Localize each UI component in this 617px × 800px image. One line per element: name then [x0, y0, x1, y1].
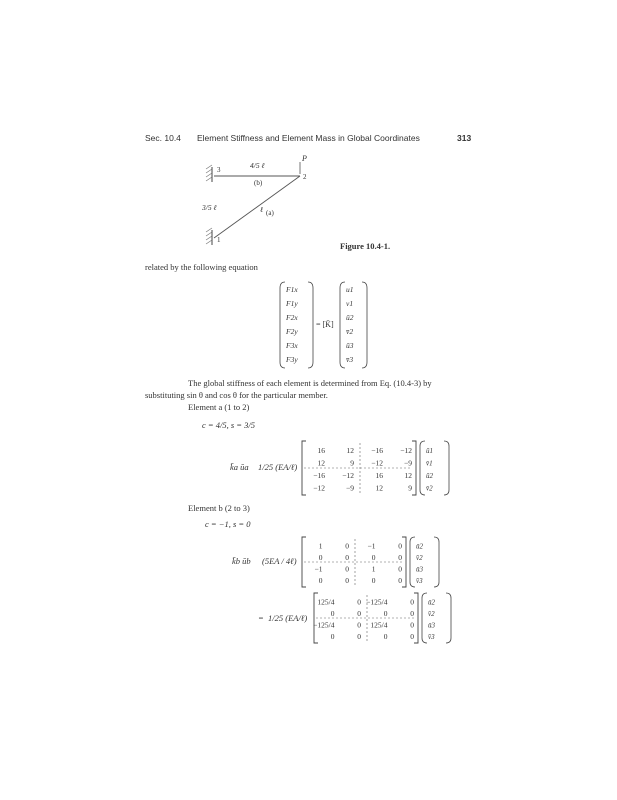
- element-b-label: (b): [254, 179, 263, 187]
- matrix-cell: −12: [342, 471, 354, 480]
- global-operator: = [K̄]: [316, 320, 334, 329]
- paragraph-line-2: substituting sin θ and cos θ for the particular member.: [145, 390, 328, 400]
- matrix-cell: −9: [346, 483, 354, 493]
- matrix-cell: 12: [346, 446, 354, 455]
- matrix-cell: 0: [371, 552, 376, 562]
- matrix-cell: 0: [357, 608, 361, 618]
- matrix-b2: [312, 592, 452, 644]
- matrix-cell: 0: [345, 552, 349, 562]
- running-title: Element Stiffness and Element Mass in Global Coordinates: [197, 133, 420, 143]
- matrix-cell: −12: [371, 458, 383, 468]
- matrix-cell: 125/4: [370, 620, 388, 630]
- diag-length-label: ℓ: [260, 205, 264, 214]
- support-hatch-top: [206, 165, 212, 182]
- matrix-cell: 0: [345, 564, 349, 574]
- force-component: F3y: [286, 355, 298, 364]
- matrix-cell: 0: [330, 631, 335, 641]
- displacement-component: v̄2: [346, 327, 354, 336]
- displacement-component: v1: [346, 299, 354, 308]
- matrix-cell: 16: [375, 471, 383, 480]
- matrix-cell: −125/4: [366, 597, 388, 607]
- matrix-cell: 0: [383, 608, 388, 618]
- matrix-cell: −1: [314, 564, 323, 574]
- matrix-b1-factor: (5EA / 4ℓ): [262, 556, 297, 566]
- matrix-cell: −16: [371, 446, 383, 455]
- matrix-cell: −1: [367, 541, 376, 551]
- vector-entry: v̄1: [426, 459, 433, 468]
- vector-entry: ū2: [416, 542, 423, 551]
- vector-entry: v̄3: [428, 632, 435, 641]
- node-2-label: 2: [303, 173, 307, 181]
- paragraph-line-1: The global stiffness of each element is determined from Eq. (10.4-3) by: [188, 378, 432, 388]
- vector-entry: v̄2: [426, 484, 433, 493]
- load-label: P: [302, 154, 307, 163]
- matrix-cell: 125/4: [317, 597, 335, 607]
- length-top-label: 4/5 ℓ: [250, 161, 265, 170]
- page-number: 313: [457, 133, 472, 143]
- matrix-cell: 0: [330, 608, 335, 618]
- matrix-cell: 0: [383, 631, 388, 641]
- element-b-angles: c = −1, s = 0: [205, 519, 251, 529]
- vector-entry: ū2: [426, 472, 433, 480]
- support-hatch-bottom: [206, 228, 212, 245]
- matrix-cell: 16: [317, 446, 325, 455]
- matrix-b1-lhs: k̄b ūb: [232, 556, 251, 566]
- matrix-cell: 0: [357, 631, 361, 641]
- vector-entry: ū3: [416, 565, 423, 574]
- matrix-cell: 0: [357, 620, 361, 630]
- matrix-cell: 0: [398, 564, 402, 574]
- matrix-cell: 0: [357, 597, 361, 607]
- force-component: F2y: [286, 327, 298, 336]
- node-3-label: 3: [217, 166, 221, 174]
- section-label: Sec. 10.4: [145, 133, 181, 143]
- element-a-angles: c = 4/5, s = 3/5: [202, 420, 256, 430]
- matrix-cell: −16: [313, 471, 325, 480]
- matrix-cell: 0: [318, 575, 323, 585]
- matrix-b2-lhs: =: [258, 613, 264, 623]
- vector-entry: v̄3: [416, 576, 423, 585]
- matrix-cell: 9: [408, 483, 412, 493]
- force-component: F2x: [286, 313, 298, 322]
- vertical-dim-label: 3/5 ℓ: [202, 203, 217, 212]
- displacement-component: v̄3: [346, 355, 354, 364]
- displacement-component: ū2: [346, 313, 354, 322]
- displacement-component: u1: [346, 285, 354, 294]
- force-component: F1y: [286, 299, 298, 308]
- element-a-heading: Element a (1 to 2): [188, 402, 250, 412]
- matrix-cell: 1: [318, 541, 323, 551]
- matrix-a-factor: 1/25 (EA/ℓ): [258, 462, 298, 472]
- matrix-b1: [300, 536, 440, 588]
- intro-text: related by the following equation: [145, 262, 258, 272]
- matrix-cell: 1: [371, 564, 376, 574]
- vector-entry: ū3: [428, 621, 435, 630]
- matrix-cell: 12: [317, 458, 325, 468]
- node-1-label: 1: [217, 236, 221, 244]
- matrix-cell: 0: [410, 608, 414, 618]
- displacement-component: ū3: [346, 341, 354, 350]
- matrix-cell: 0: [410, 597, 414, 607]
- matrix-cell: 0: [345, 541, 349, 551]
- truss-figure: [200, 152, 360, 252]
- figure-caption: Figure 10.4-1.: [340, 241, 391, 251]
- matrix-cell: 0: [398, 575, 402, 585]
- matrix-cell: −12: [400, 446, 412, 455]
- matrix-cell: −12: [313, 483, 325, 493]
- element-a-label: (a): [266, 209, 274, 217]
- matrix-cell: 0: [410, 631, 414, 641]
- matrix-cell: 12: [404, 471, 412, 480]
- matrix-a-lhs: k̄a ūa: [230, 462, 249, 472]
- matrix-cell: 0: [318, 552, 323, 562]
- global-equation: [278, 280, 368, 370]
- matrix-cell: 12: [375, 483, 383, 493]
- vector-entry: ū2: [428, 598, 435, 607]
- matrix-a: [300, 440, 450, 496]
- force-component: F3x: [286, 341, 298, 350]
- matrix-cell: −125/4: [313, 620, 335, 630]
- matrix-cell: 0: [345, 575, 349, 585]
- matrix-cell: 0: [410, 620, 414, 630]
- matrix-b2-factor: 1/25 (EA/ℓ): [268, 613, 308, 623]
- matrix-cell: 0: [398, 541, 402, 551]
- matrix-cell: −9: [404, 458, 412, 468]
- matrix-cell: 0: [371, 575, 376, 585]
- element-b-heading: Element b (2 to 3): [188, 503, 250, 513]
- vector-entry: ū1: [426, 447, 433, 455]
- vector-entry: v̄2: [416, 553, 423, 562]
- vector-entry: v̄2: [428, 609, 435, 618]
- matrix-cell: 0: [398, 552, 402, 562]
- force-component: F1x: [286, 285, 298, 294]
- matrix-cell: 9: [350, 458, 354, 468]
